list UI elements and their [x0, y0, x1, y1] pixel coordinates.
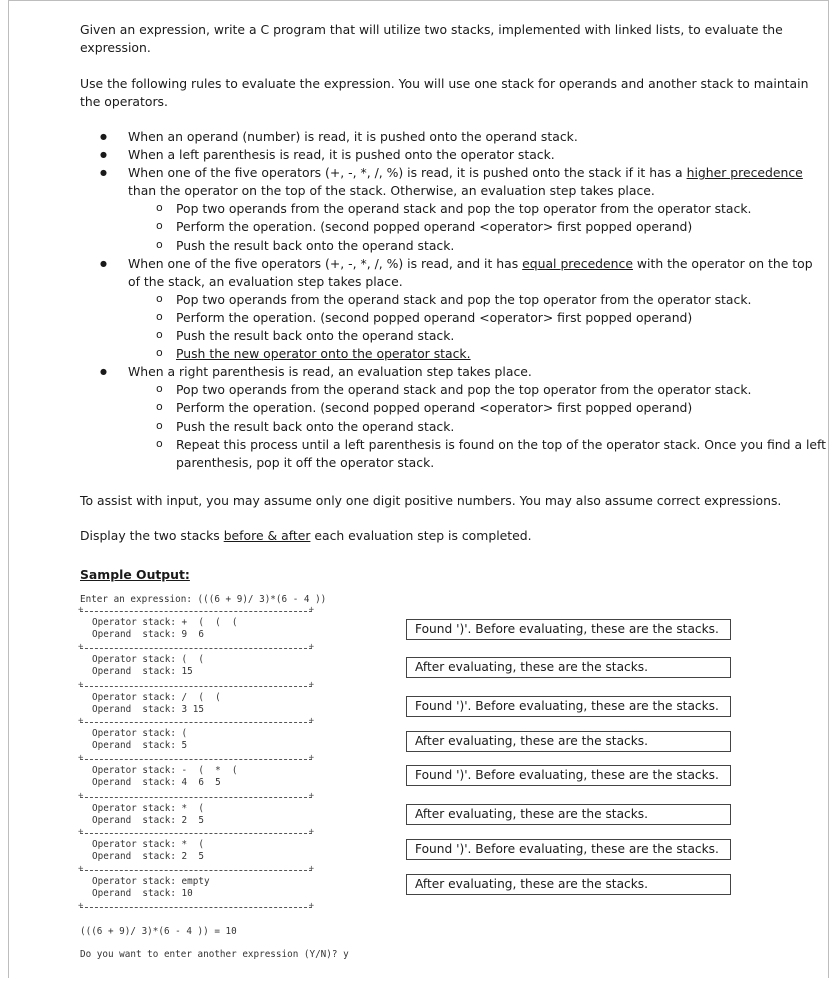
document-page: [8, 0, 829, 978]
intro-paragraph: Given an expression, write a C program that will utilize two stacks, implemented with linked lists, to evaluate the expression.: [80, 22, 783, 55]
operator-stack-line: Operator stack: * (: [92, 839, 204, 850]
operand-stack-line: Operand stack: 9 6: [92, 629, 204, 640]
rule-right-paren: ● When a right parenthesis is read, an evaluation step takes place. o Pop two operands from the operand stack and pop the top operator from the operator stack. o Perform the operation. (second popped operand <operator> first popped operand) o Push the result back onto the operand stack. o Repeat this process until a left parenthesis is found on the top of the operator stack. Once you find a left parenthesis, pop it off the operator stack.: [112, 363, 828, 472]
separator: [80, 722, 312, 723]
operator-stack-line: Operator stack: empty: [92, 876, 210, 887]
result-line: (((6 + 9)/ 3)*(6 - 4 )) = 10: [80, 926, 237, 937]
rule-step-push-new-operator: o Push the new operator onto the operator stack.: [176, 345, 828, 363]
operand-stack-line: Operand stack: 10: [92, 888, 193, 899]
operand-stack-line: Operand stack: 5: [92, 740, 188, 751]
rule-equal-precedence: ● When one of the five operators (+, -, *, /, %) is read, and it has equal precedence with the operator on the top of the stack, an evaluation step takes place. o Pop two operands from the operand stack and pop the top operator from the operator stack. o Perform the operation. (second popped operand <operator> first popped operand) o Push the result back onto the operand stack. o Push the new operator onto the operator stack.: [112, 255, 828, 364]
rule-operand: ● When an operand (number) is read, it is pushed onto the operand stack.: [112, 128, 828, 146]
separator: [80, 648, 312, 649]
operator-stack-line: Operator stack: * (: [92, 803, 204, 814]
rule-step: o Perform the operation. (second popped operand <operator> first popped operand): [176, 218, 828, 236]
operator-stack-line: Operator stack: (: [92, 728, 188, 739]
rule-step: o Pop two operands from the operand stack and pop the top operator from the operator stack.: [176, 291, 828, 309]
rule-step: o Push the result back onto the operand stack.: [176, 237, 828, 255]
operator-stack-line: Operator stack: + ( ( (: [92, 617, 238, 628]
rules-list: [112, 128, 828, 472]
operand-stack-line: Operand stack: 4 6 5: [92, 777, 221, 788]
annotation-before: Found ')'. Before evaluating, these are the stacks.: [406, 619, 731, 640]
rule-step: o Push the result back onto the operand stack.: [176, 418, 828, 436]
rules-intro-paragraph: Use the following rules to evaluate the expression. You will use one stack for operands and another stack to maintain the operators.: [80, 76, 809, 109]
operand-stack-line: Operand stack: 2 5: [92, 815, 204, 826]
separator: [80, 907, 312, 908]
rule-step: o Perform the operation. (second popped operand <operator> first popped operand): [176, 399, 828, 417]
rule-step: o Repeat this process until a left parenthesis is found on the top of the operator stack. Once you find a left parenthesis, pop it off the operator stack.: [176, 436, 828, 472]
console-prompt: Enter an expression: (((6 + 9)/ 3)*(6 - 4 )): [80, 594, 327, 605]
annotation-before: Found ')'. Before evaluating, these are the stacks.: [406, 696, 731, 717]
separator: [80, 759, 312, 760]
annotation-after: After evaluating, these are the stacks.: [406, 804, 731, 825]
operand-stack-line: Operand stack: 2 5: [92, 851, 204, 862]
operand-stack-line: Operand stack: 15: [92, 666, 193, 677]
display-paragraph: Display the two stacks before & after each evaluation step is completed.: [80, 528, 532, 543]
operand-stack-line: Operand stack: 3 15: [92, 704, 204, 715]
before-after-text: before & after: [223, 528, 311, 543]
operator-stack-line: Operator stack: / ( (: [92, 692, 221, 703]
rule-left-paren: ● When a left parenthesis is read, it is pushed onto the operator stack.: [112, 146, 828, 164]
operator-stack-line: Operator stack: ( (: [92, 654, 204, 665]
annotation-before: Found ')'. Before evaluating, these are the stacks.: [406, 839, 731, 860]
annotation-before: Found ')'. Before evaluating, these are the stacks.: [406, 765, 731, 786]
rule-step: o Pop two operands from the operand stack and pop the top operator from the operator stack.: [176, 381, 828, 399]
rule-step: o Perform the operation. (second popped operand <operator> first popped operand): [176, 309, 828, 327]
annotation-after: After evaluating, these are the stacks.: [406, 731, 731, 752]
rule-step: o Push the result back onto the operand stack.: [176, 327, 828, 345]
separator: [80, 797, 312, 798]
continue-prompt: Do you want to enter another expression (Y/N)? y: [80, 949, 349, 960]
separator: [80, 686, 312, 687]
rule-higher-precedence: ● When one of the five operators (+, -, *, /, %) is read, it is pushed onto the stack if it has a higher precedence than the operator on the top of the stack. Otherwise, an evaluation step takes place. o Pop two operands from the operand stack and pop the top operator from the operator stack. o Perform the operation. (second popped operand <operator> first popped operand) o Push the result back onto the operand stack.: [112, 164, 828, 254]
rule-step: o Pop two operands from the operand stack and pop the top operator from the operator stack.: [176, 200, 828, 218]
separator: [80, 870, 312, 871]
equal-precedence-text: equal precedence: [522, 255, 633, 271]
annotation-after: After evaluating, these are the stacks.: [406, 874, 731, 895]
assist-paragraph: To assist with input, you may assume only one digit positive numbers. You may also assume correct expressions.: [80, 493, 782, 508]
higher-precedence-text: higher precedence: [686, 165, 803, 181]
annotation-after: After evaluating, these are the stacks.: [406, 657, 731, 678]
separator: [80, 833, 312, 834]
operator-stack-line: Operator stack: - ( * (: [92, 765, 238, 776]
sample-output-heading: Sample Output:: [80, 567, 190, 582]
separator: [80, 611, 312, 612]
